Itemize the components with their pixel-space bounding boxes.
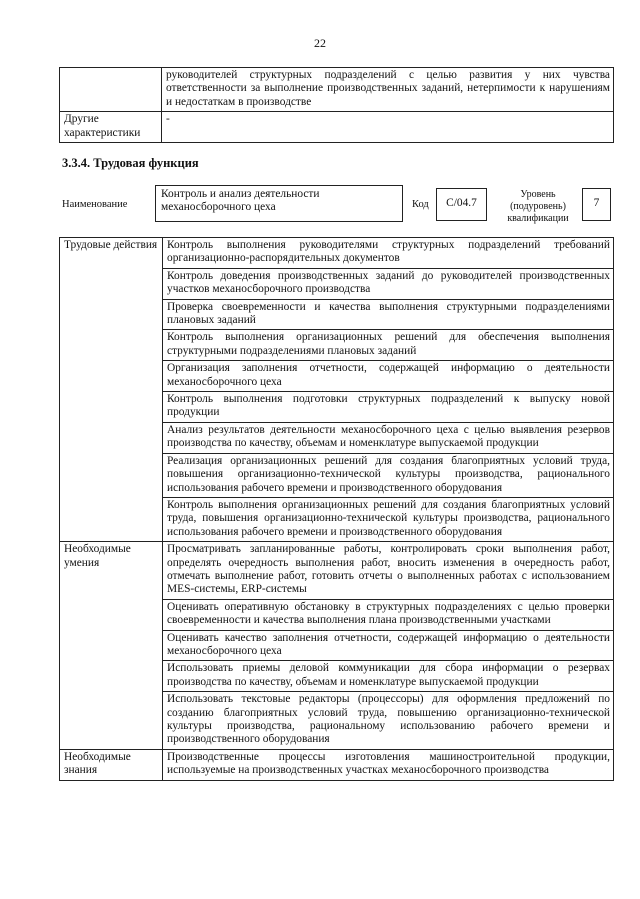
section-item: Оценивать качество заполнения отчетности, содержащей информацию о деятельности механосборочного цеха bbox=[163, 630, 614, 661]
table-row bbox=[60, 112, 614, 143]
section-item: Организация заполнения отчетности, содержащей информацию о деятельности механосборочного цеха bbox=[163, 361, 614, 392]
row-text: - bbox=[162, 112, 614, 143]
function-table bbox=[59, 237, 614, 781]
section-label: Необходимые знания bbox=[60, 749, 163, 780]
section-item: Производственные процессы изготовления машиностроительной продукции, используемые на производственных участках механосборочного производства bbox=[163, 749, 614, 780]
section-item: Контроль доведения производственных заданий до руководителей производственных участков механосборочного производства bbox=[163, 268, 614, 299]
code-label: Код bbox=[412, 199, 429, 210]
section-item: Контроль выполнения организационных решений для обеспечения выполнения структурными подразделениями плановых заданий bbox=[163, 330, 614, 361]
section-item: Просматривать запланированные работы, контролировать сроки выполнения работ, определять очередность выполнения работ, вносить изменения в очередность работ, отмечать выполнение работ, готовить отчеты о выполненных работах с использованием MES-системы, ERP-системы bbox=[163, 542, 614, 600]
table-row bbox=[60, 749, 614, 780]
section-item: Контроль выполнения руководителями структурных подразделений требований организационно-распорядительных документов bbox=[163, 238, 614, 269]
section-label: Необходимые умения bbox=[60, 542, 163, 750]
section-item: Анализ результатов деятельности механосборочного цеха с целью выявления резервов производства по качеству, объемам и номенклатуре выпускаемой продукции bbox=[163, 422, 614, 453]
table-row bbox=[60, 542, 614, 600]
section-item: Реализация организационных решений для создания благоприятных условий труда, повышения организационно-технической культуры производства, рационального использования рабочего времени и производственного оборудования bbox=[163, 453, 614, 497]
table-row bbox=[60, 238, 614, 269]
code-box: С/04.7 bbox=[436, 188, 487, 221]
page-number: 22 bbox=[314, 36, 326, 50]
row-label bbox=[60, 68, 162, 112]
name-label: Наименование bbox=[62, 199, 128, 210]
function-name-box: Контроль и анализ деятельности механосборочного цеха bbox=[155, 185, 403, 222]
row-label: Другие характеристики bbox=[60, 112, 162, 143]
section-item: Контроль выполнения организационных решений для создания благоприятных условий труда, повышения организационно-технической культуры производства, рационального использования рабочего времени и производственного оборудования bbox=[163, 497, 614, 541]
row-text: руководителей структурных подразделений с целью развития у них чувства ответственности за выполнение производственных заданий, нетерпимости к нарушениям и недостаткам в производстве bbox=[162, 68, 614, 112]
section-title: 3.3.4. Трудовая функция bbox=[62, 156, 199, 170]
section-item: Контроль выполнения подготовки структурных подразделений к выпуску новой продукции bbox=[163, 392, 614, 423]
section-item: Использовать текстовые редакторы (процессоры) для оформления предложений по созданию благоприятных условий труда, повышению организационно-технической культуры производства, рациональному использованию рабочего времени и производственного оборудования bbox=[163, 692, 614, 750]
level-box: 7 bbox=[582, 188, 611, 221]
section-label: Трудовые действия bbox=[60, 238, 163, 542]
level-label: Уровень (подуровень) квалификации bbox=[507, 189, 569, 224]
section-item: Оценивать оперативную обстановку в структурных подразделениях с целью проверки своевременности и качества выполнения плана производственными участками bbox=[163, 599, 614, 630]
section-item: Использовать приемы деловой коммуникации для сбора информации о резервах производства по качеству, объемам и номенклатуре выпускаемой продукции bbox=[163, 661, 614, 692]
section-item: Проверка своевременности и качества выполнения структурными подразделениями плановых заданий bbox=[163, 299, 614, 330]
continuation-table bbox=[59, 67, 614, 143]
table-row bbox=[60, 68, 614, 112]
